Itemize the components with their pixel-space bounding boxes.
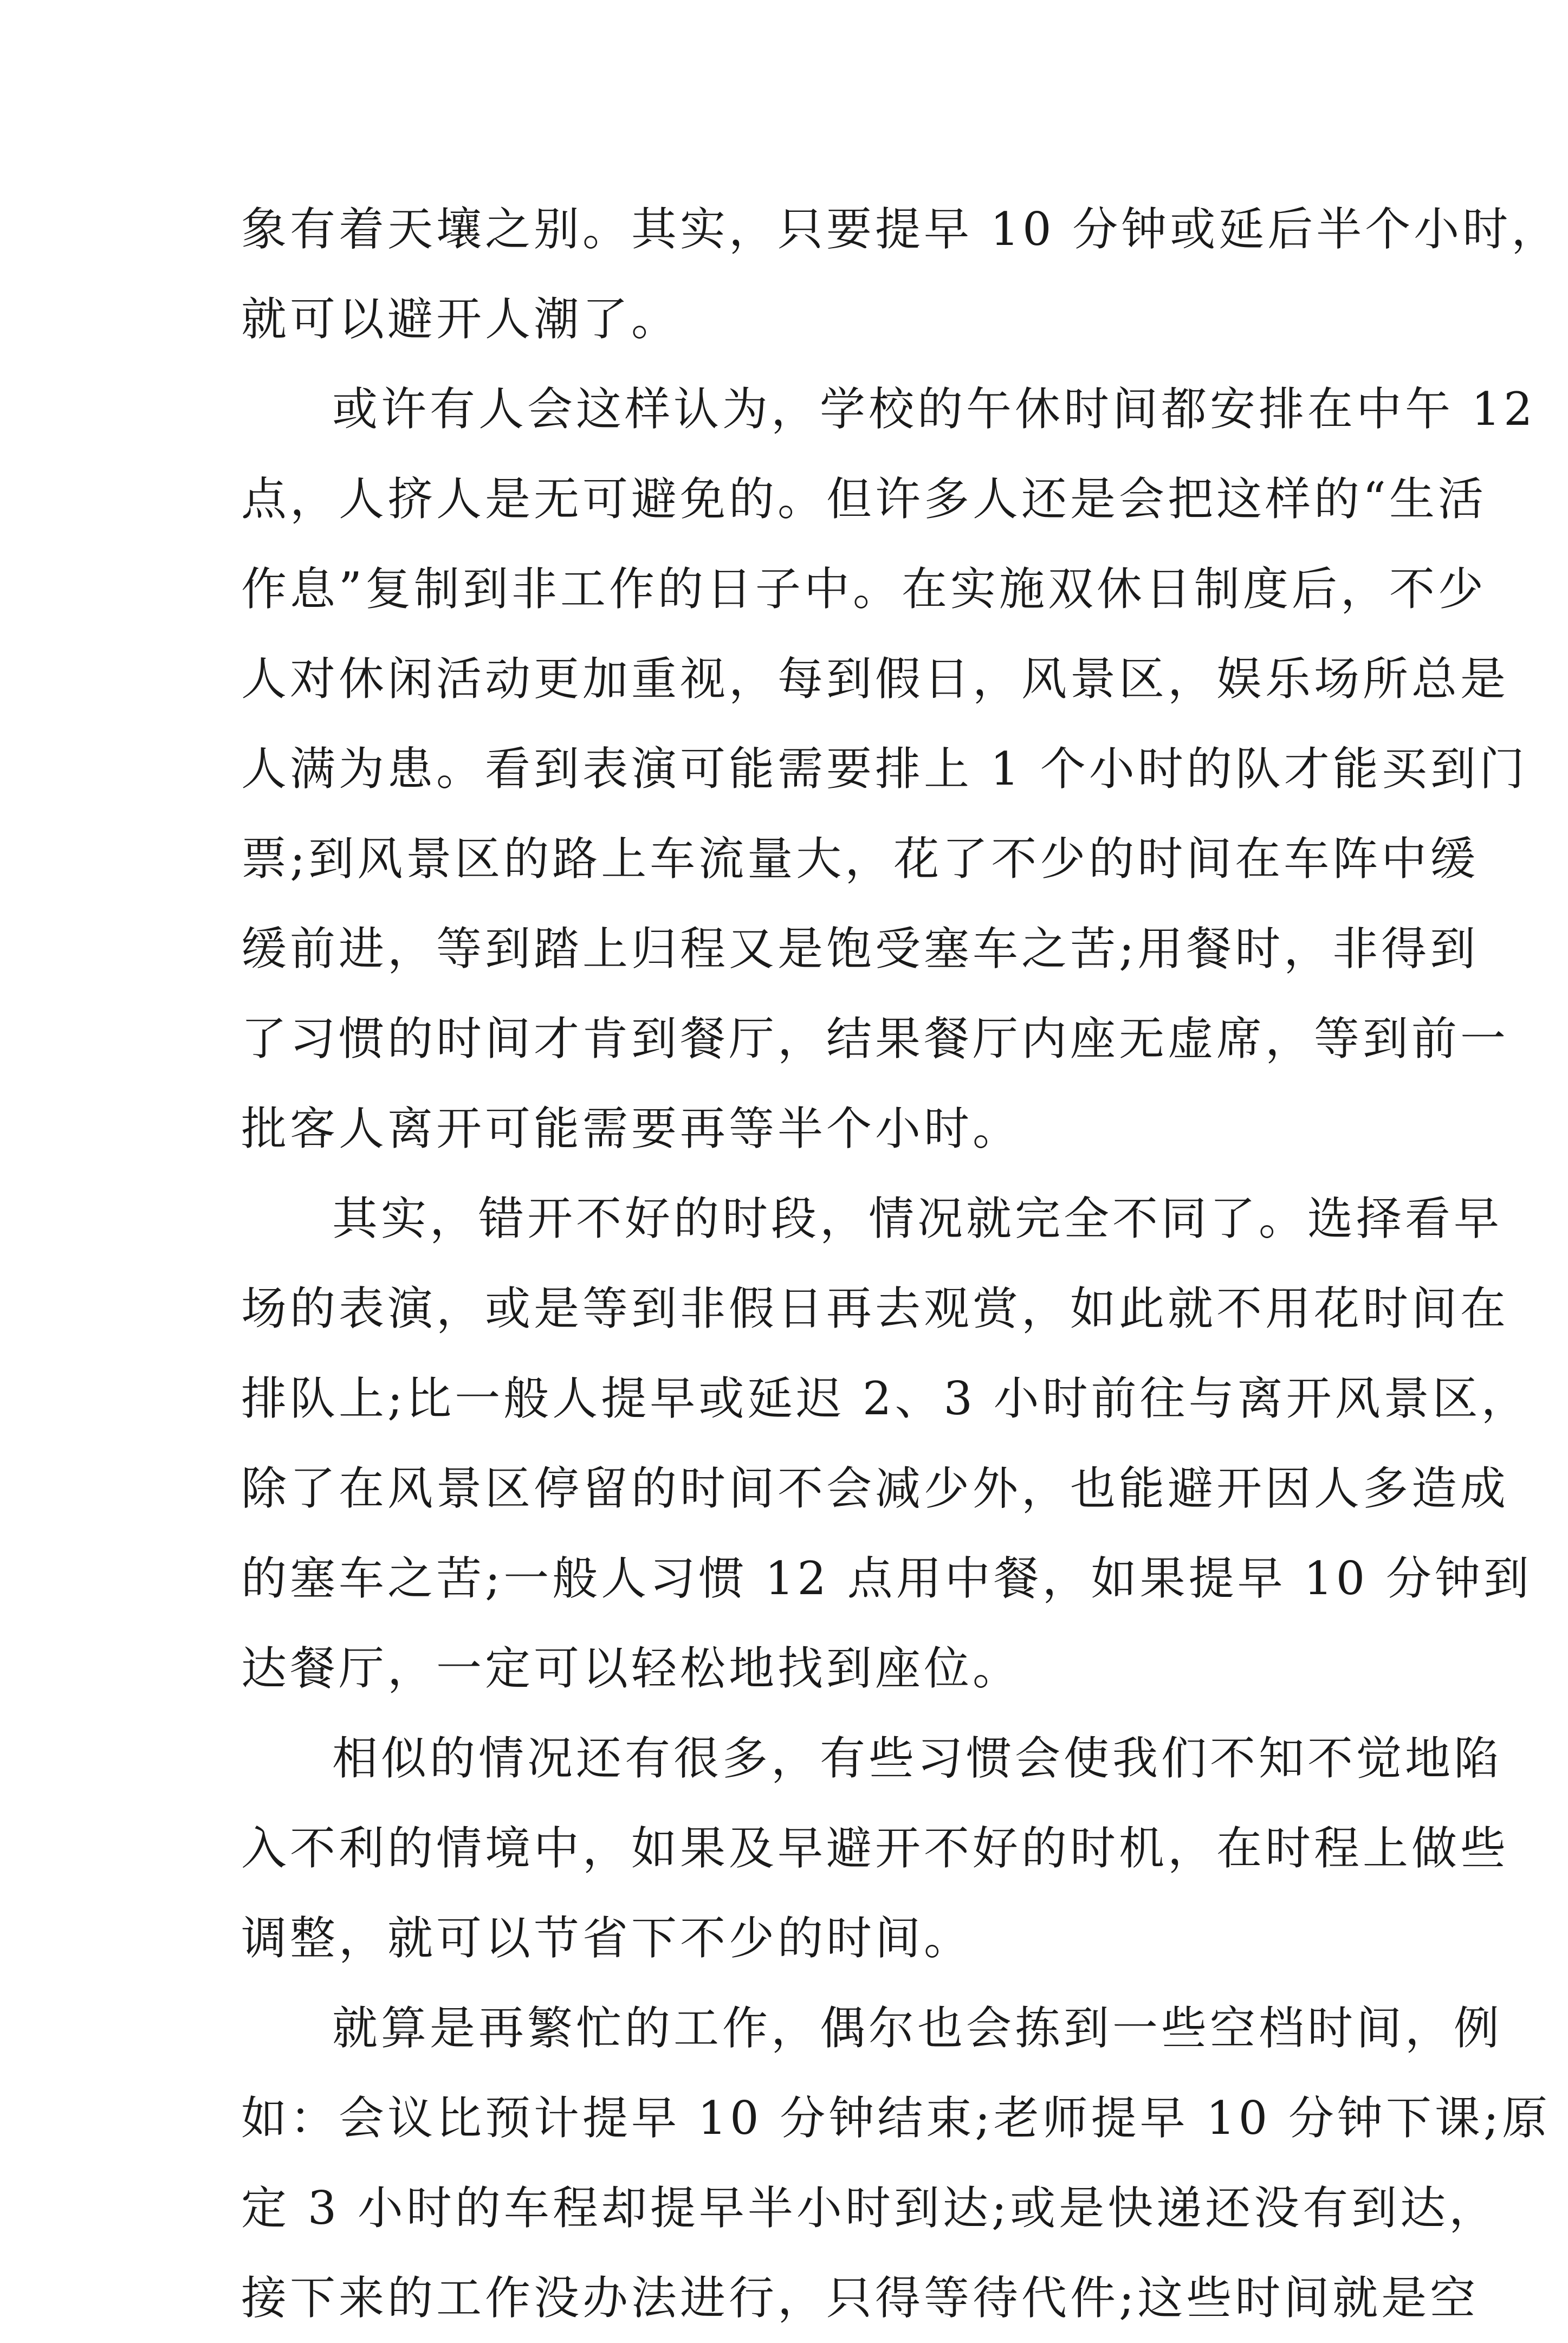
text-line: 的塞车之苦;一般人习惯 12 点用中餐，如果提早 10 分钟到 <box>241 1552 1532 1605</box>
text-line: 点，人挤人是无可避免的。但许多人还是会把这样的“生活 <box>241 473 1487 526</box>
text-line: 就可以避开人潮了。 <box>241 293 681 346</box>
paragraph-5 <box>241 1983 1551 2343</box>
text-line: 场的表演，或是等到非假日再去观赏，如此就不用花时间在 <box>241 1282 1509 1335</box>
text-line: 象有着天壤之别。其实，只要提早 10 分钟或延后半个小时， <box>241 203 1560 256</box>
text-line: 人满为患。看到表演可能需要排上 1 个小时的队才能买到门 <box>241 742 1528 795</box>
text-line: 定 3 小时的车程却提早半小时到达;或是快递还没有到达， <box>241 2182 1498 2235</box>
text-line: 除了在风景区停留的时间不会减少外，也能避开因人多造成 <box>241 1462 1509 1515</box>
paragraph-2 <box>241 364 1536 1174</box>
text-line: 调整，就可以节省下不少的时间。 <box>241 1912 973 1965</box>
text-line: 或许有人会这样认为，学校的午休时间都安排在中午 12 <box>332 383 1536 436</box>
paragraph-1 <box>241 184 1560 364</box>
text-line: 如：会议比预计提早 10 分钟结束;老师提早 10 分钟下课;原 <box>241 2092 1551 2145</box>
text-line: 缓前进，等到踏上归程又是饱受塞车之苦;用餐时，非得到 <box>241 922 1479 975</box>
text-line: 作息”复制到非工作的日子中。在实施双休日制度后，不少 <box>241 562 1487 616</box>
text-line: 相似的情况还有很多，有些习惯会使我们不知不觉地陷 <box>332 1732 1503 1785</box>
text-line: 其实，错开不好的时段，情况就完全不同了。选择看早 <box>332 1192 1503 1245</box>
text-line: 达餐厅，一定可以轻松地找到座位。 <box>241 1642 1022 1695</box>
text-line: 接下来的工作没办法进行，只得等待代件;这些时间就是空 <box>241 2271 1479 2325</box>
text-line: 排队上;比一般人提早或延迟 2、3 小时前往与离开风景区， <box>241 1372 1530 1425</box>
text-line: 批客人离开可能需要再等半个小时。 <box>241 1102 1022 1155</box>
paragraph-4 <box>241 1713 1509 1983</box>
text-line: 入不利的情境中，如果及早避开不好的时机，在时程上做些 <box>241 1822 1509 1875</box>
paragraph-3 <box>241 1174 1532 1713</box>
text-line: 票;到风景区的路上车流量大，花了不少的时间在车阵中缓 <box>241 832 1479 885</box>
text-line: 人对休闲活动更加重视，每到假日，风景区，娱乐场所总是 <box>241 652 1509 706</box>
document-body <box>241 184 1560 2343</box>
text-line: 就算是再繁忙的工作，偶尔也会拣到一些空档时间，例 <box>332 2002 1503 2055</box>
text-line: 了习惯的时间才肯到餐厅，结果餐厅内座无虚席，等到前一 <box>241 1012 1509 1065</box>
